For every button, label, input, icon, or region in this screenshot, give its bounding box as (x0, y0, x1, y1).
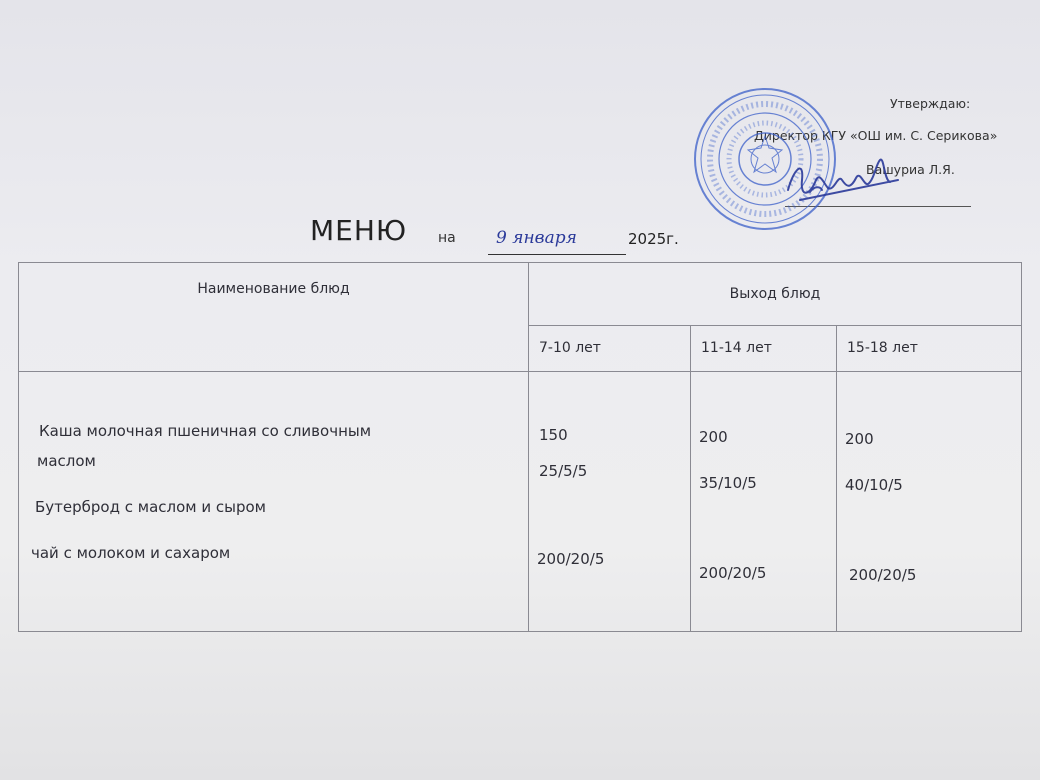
portion-value: 200 (699, 428, 728, 446)
header-output: Выход блюд (529, 263, 1022, 326)
handwritten-signature-icon (780, 150, 910, 210)
portion-value: 200/20/5 (537, 550, 605, 568)
portion-value: 200/20/5 (699, 564, 767, 582)
approval-label: Утверждаю: (890, 96, 971, 111)
header-dish-name: Наименование блюд (19, 263, 529, 372)
table-row (19, 372, 1022, 632)
portion-value: 150 (539, 426, 568, 444)
approval-name: Вашуриа Л.Я. (866, 162, 955, 177)
portion-value: 40/10/5 (845, 476, 903, 494)
dish-name: Каша молочная пшеничная со сливочным (39, 422, 372, 440)
portion-value: 200 (845, 430, 874, 448)
portion-value: 25/5/5 (539, 462, 588, 480)
menu-title-text: МЕНЮ (310, 214, 408, 247)
portion-value: 35/10/5 (699, 474, 757, 492)
portion-value: 200/20/5 (849, 566, 917, 584)
menu-date-handwritten: 9 января (496, 228, 577, 248)
values-11-14-cell (691, 372, 837, 632)
menu-year: 2025г. (628, 230, 679, 248)
approval-position: Директор КГУ «ОШ им. С. Серикова» (754, 128, 998, 143)
menu-title-on: на (438, 230, 456, 246)
dish-name: Бутерброд с маслом и сыром (35, 498, 266, 516)
date-underline (488, 254, 626, 255)
dish-name-continued: маслом (37, 452, 96, 470)
dish-names-cell (19, 372, 529, 632)
values-7-10-cell (529, 372, 691, 632)
dish-name: чай с молоком и сахаром (31, 544, 231, 562)
header-age-group: 15-18 лет (837, 325, 1022, 371)
header-age-group: 7-10 лет (529, 325, 691, 371)
values-15-18-cell (837, 372, 1022, 632)
header-age-group: 11-14 лет (691, 325, 837, 371)
menu-table (18, 262, 1022, 632)
